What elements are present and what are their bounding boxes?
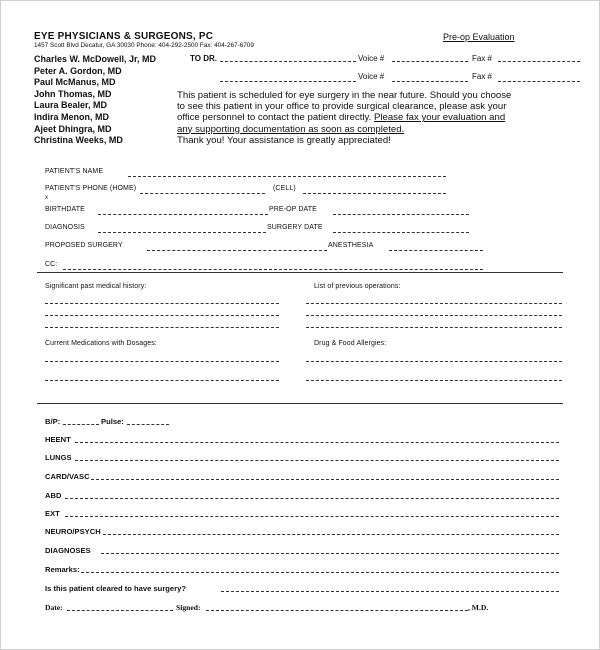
patient-phone-label: PATIENT'S PHONE (HOME)	[45, 185, 137, 192]
abd-label: ABD	[45, 491, 62, 500]
notice-line: This patient is scheduled for eye surgery in the near future. Should you choose	[177, 90, 512, 101]
doctor-name: Christina Weeks, MD	[34, 135, 123, 146]
previous-operations-line[interactable]	[306, 303, 562, 304]
lungs-label: LUNGS	[45, 453, 72, 462]
pulse-label: Pulse:	[101, 417, 124, 426]
notice-line	[177, 112, 511, 123]
doctor-name: Indira Menon, MD	[34, 111, 109, 122]
signed-label: Signed:	[176, 603, 201, 612]
diagnosis-field[interactable]	[98, 232, 266, 233]
to-dr-field[interactable]	[220, 61, 356, 62]
medical-history-line[interactable]	[45, 303, 279, 304]
fax-field[interactable]	[498, 61, 580, 62]
remarks-field[interactable]	[81, 572, 559, 573]
voice-label-2: Voice #	[358, 72, 385, 81]
card-vasc-field[interactable]	[91, 479, 559, 480]
md-suffix: , M.D.	[468, 603, 489, 612]
ext-label: EXT	[45, 509, 60, 518]
medical-history-line[interactable]	[45, 315, 279, 316]
surgery-date-label: SURGERY DATE	[267, 224, 323, 231]
diagnoses-label: DIAGNOSES	[45, 546, 91, 555]
previous-operations-label: List of previous operations:	[314, 283, 401, 290]
allergies-label: Drug & Food Allergies:	[314, 340, 387, 347]
pulse-field[interactable]	[127, 424, 169, 425]
birthdate-field[interactable]	[98, 214, 268, 215]
surgery-date-field[interactable]	[333, 232, 469, 233]
cc-label: CC:	[45, 261, 58, 268]
fax-field-2[interactable]	[498, 81, 580, 82]
notice-line: Thank you! Your assistance is greatly appreciated!	[177, 134, 391, 146]
x-mark: x	[45, 195, 49, 201]
medical-history-line[interactable]	[45, 327, 279, 328]
doctor-name: Paul McManus, MD	[34, 77, 116, 88]
medical-history-label: Significant past medical history:	[45, 283, 147, 290]
previous-operations-line[interactable]	[306, 327, 562, 328]
voice-field-2[interactable]	[392, 81, 468, 82]
allergies-line[interactable]	[306, 380, 562, 381]
doctor-name: John Thomas, MD	[34, 88, 112, 99]
proposed-surgery-label: PROPOSED SURGERY	[45, 242, 123, 249]
fax-label: Fax #	[472, 54, 493, 63]
doctor-name: Laura Bealer, MD	[34, 100, 108, 111]
form-title: Pre-op Evaluation	[443, 32, 515, 42]
fax-label-2: Fax #	[472, 72, 493, 81]
birthdate-label: BIRTHDATE	[45, 206, 85, 213]
patient-name-field[interactable]	[128, 176, 446, 177]
bp-label: B/P:	[45, 417, 61, 426]
diagnosis-label: DIAGNOSIS	[45, 224, 85, 231]
remarks-label: Remarks:	[45, 565, 80, 574]
bp-field[interactable]	[63, 424, 99, 425]
doctor-name: Ajeet Dhingra, MD	[34, 123, 112, 134]
cc-field[interactable]	[63, 269, 483, 270]
home-phone-field[interactable]	[140, 193, 265, 194]
ext-field[interactable]	[65, 516, 559, 517]
medications-label: Current Medications with Dosages:	[45, 340, 157, 347]
preop-date-label: PRE-OP DATE	[269, 206, 317, 213]
section-divider-2	[37, 403, 563, 404]
heent-label: HEENT	[45, 435, 71, 444]
doctor-name: Peter A. Gordon, MD	[34, 65, 122, 76]
to-dr-field-2[interactable]	[220, 81, 356, 82]
card-vasc-label: CARD/VASC	[45, 472, 90, 481]
notice-underlined-text: Please fax your evaluation and	[373, 112, 506, 124]
date-label: Date:	[45, 603, 63, 612]
practice-address: 1457 Scott Blvd Decatur, GA 30030 Phone: 404-292-2500 Fax: 404-267-6709	[34, 42, 254, 49]
to-dr-label: TO DR.	[190, 54, 217, 63]
anesthesia-field[interactable]	[389, 250, 483, 251]
voice-field[interactable]	[392, 61, 468, 62]
medications-line[interactable]	[45, 380, 279, 381]
cell-phone-field[interactable]	[303, 193, 446, 194]
proposed-surgery-field[interactable]	[147, 250, 327, 251]
anesthesia-label: ANESTHESIA	[328, 242, 374, 249]
diagnoses-field[interactable]	[101, 553, 559, 554]
notice-line-underlined: any supporting documentation as soon as completed.	[177, 123, 405, 135]
patient-name-label: PATIENT'S NAME	[45, 168, 104, 175]
signature-field[interactable]	[206, 610, 468, 611]
practice-name: EYE PHYSICIANS & SURGEONS, PC	[34, 31, 214, 42]
heent-field[interactable]	[75, 442, 559, 443]
doctor-list	[34, 54, 156, 147]
lungs-field[interactable]	[75, 460, 559, 461]
notice-line: to see this patient in your office to provide surgical clearance, please ask your	[177, 101, 507, 113]
notice-paragraph	[177, 90, 511, 146]
neuro-psych-label: NEURO/PSYCH	[45, 527, 101, 536]
medications-line[interactable]	[45, 361, 279, 362]
section-divider	[37, 272, 563, 273]
voice-label: Voice #	[358, 54, 385, 63]
notice-text: office personnel to contact the patient directly.	[177, 112, 372, 124]
abd-field[interactable]	[65, 498, 559, 499]
previous-operations-line[interactable]	[306, 315, 562, 316]
cell-label: (CELL)	[273, 185, 296, 192]
doctor-name: Charles W. McDowell, Jr, MD	[34, 54, 157, 64]
cleared-answer-field[interactable]	[221, 591, 559, 592]
cleared-question: Is this patient cleared to have surgery?	[45, 584, 186, 593]
preop-date-field[interactable]	[333, 214, 469, 215]
allergies-line[interactable]	[306, 361, 562, 362]
date-field[interactable]	[67, 610, 173, 611]
neuro-psych-field[interactable]	[103, 534, 559, 535]
